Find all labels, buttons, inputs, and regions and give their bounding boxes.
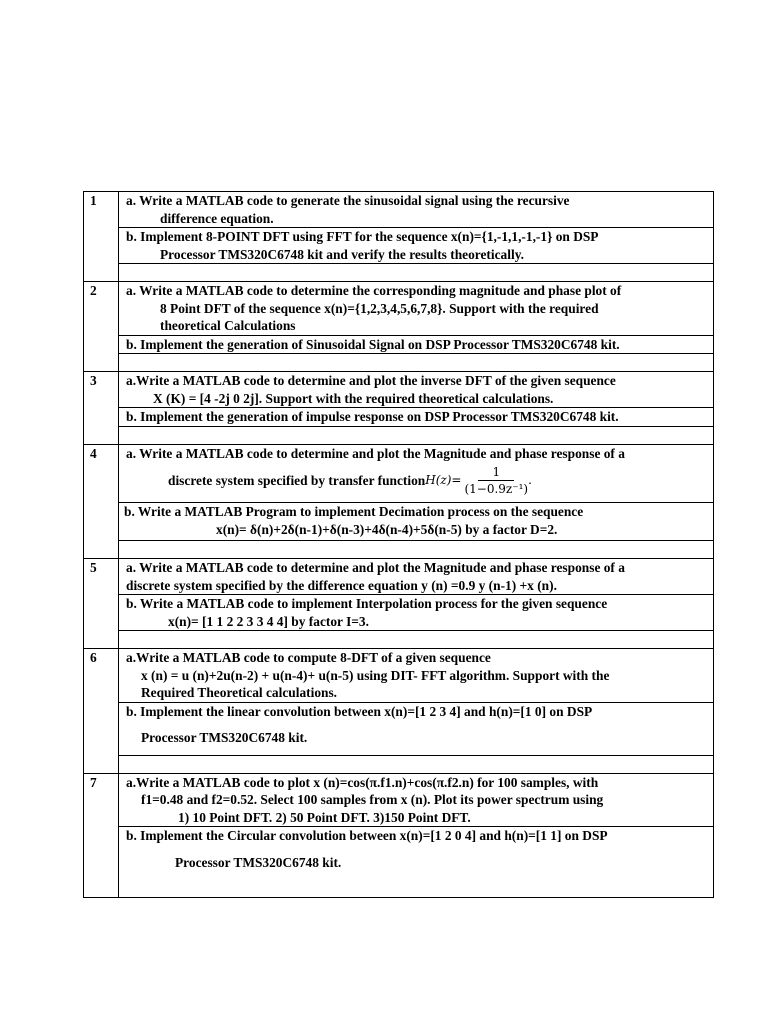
experiment-number: 6 — [84, 649, 119, 774]
table-row — [84, 192, 714, 228]
spacer-row — [84, 264, 714, 282]
table-row — [84, 773, 714, 827]
question-b: b. Implement the linear convolution between x(n)=[1 2 3 4] and h(n)=[1 0] on DSP Processor TMS320C6748 kit. — [119, 702, 714, 755]
experiment-number: 4 — [84, 444, 119, 559]
spacer-row — [84, 354, 714, 372]
question-a: a.Write a MATLAB code to plot x (n)=cos(π.f1.n)+cos(π.f2.n) for 100 samples, with f1=0.48 and f2=0.52. Select 100 samples from x (n). Plot its power spectrum using 1) 10 Point DFT. 2) 50 Point DFT. 3)150 Point DFT. — [119, 773, 714, 827]
spacer-row — [84, 631, 714, 649]
question-a: a. Write a MATLAB code to generate the sinusoidal signal using the recursive difference equation. — [119, 192, 714, 228]
question-b: b. Write a MATLAB code to implement Interpolation process for the given sequence x(n)= [1 1 2 2 3 3 4 4] by factor I=3. — [119, 595, 714, 631]
question-a: a. Write a MATLAB code to determine and plot the Magnitude and phase response of a discrete system specified by the difference equation y (n) =0.9 y (n-1) +x (n). — [119, 559, 714, 595]
transfer-function-formula: H(z)= $\frac{1}{\text{(1−0.9z⁻¹)}}$ . — [425, 465, 532, 496]
table-row — [84, 595, 714, 631]
question-a: a. Write a MATLAB code to determine the corresponding magnitude and phase plot of 8 Point DFT of the sequence x(n)={1,2,3,4,5,6,7,8}. Support with the required theoretical Calculations — [119, 282, 714, 336]
table-row — [84, 503, 714, 541]
question-b: b. Write a MATLAB Program to implement Decimation process on the sequence x(n)= δ(n)+2δ(n-1)+δ(n-3)+4δ(n-4)+5δ(n-5) by a factor D=2. — [119, 503, 714, 541]
experiment-number: 1 — [84, 192, 119, 282]
table-row — [84, 444, 714, 503]
table-row — [84, 827, 714, 898]
experiment-number: 5 — [84, 559, 119, 649]
experiment-number: 2 — [84, 282, 119, 372]
spacer-row — [84, 541, 714, 559]
table-row — [84, 282, 714, 336]
question-a: a.Write a MATLAB code to compute 8-DFT of a given sequence x (n) = u (n)+2u(n-2) + u(n-4)+ u(n-5) using DIT- FFT algorithm. Support with the Required Theoretical calculations. — [119, 649, 714, 703]
experiment-number: 3 — [84, 372, 119, 445]
question-b: b. Implement the generation of impulse response on DSP Processor TMS320C6748 kit. — [119, 408, 714, 427]
table-row — [84, 559, 714, 595]
table-row — [84, 649, 714, 703]
table-row — [84, 702, 714, 755]
question-b: b. Implement the Circular convolution between x(n)=[1 2 0 4] and h(n)=[1 1] on DSP Processor TMS320C6748 kit. — [119, 827, 714, 898]
question-a: a. Write a MATLAB code to determine and plot the Magnitude and phase response of a discrete system specified by transfer function H(z)= $\frac{1}{\text{(1−0.9z⁻¹)}}$ . — [119, 444, 714, 503]
experiment-number: 7 — [84, 773, 119, 898]
experiment-list-table — [83, 191, 714, 898]
table-row — [84, 228, 714, 264]
question-b: b. Implement 8-POINT DFT using FFT for the sequence x(n)={1,-1,1,-1,-1} on DSP Processor TMS320C6748 kit and verify the results theoretically. — [119, 228, 714, 264]
question-a: a.Write a MATLAB code to determine and plot the inverse DFT of the given sequence X (K) = [4 -2j 0 2j]. Support with the required theoretical calculations. — [119, 372, 714, 408]
table-row — [84, 335, 714, 354]
spacer-row — [84, 755, 714, 773]
question-b: b. Implement the generation of Sinusoidal Signal on DSP Processor TMS320C6748 kit. — [119, 335, 714, 354]
table-row — [84, 408, 714, 427]
spacer-row — [84, 426, 714, 444]
table-row — [84, 372, 714, 408]
